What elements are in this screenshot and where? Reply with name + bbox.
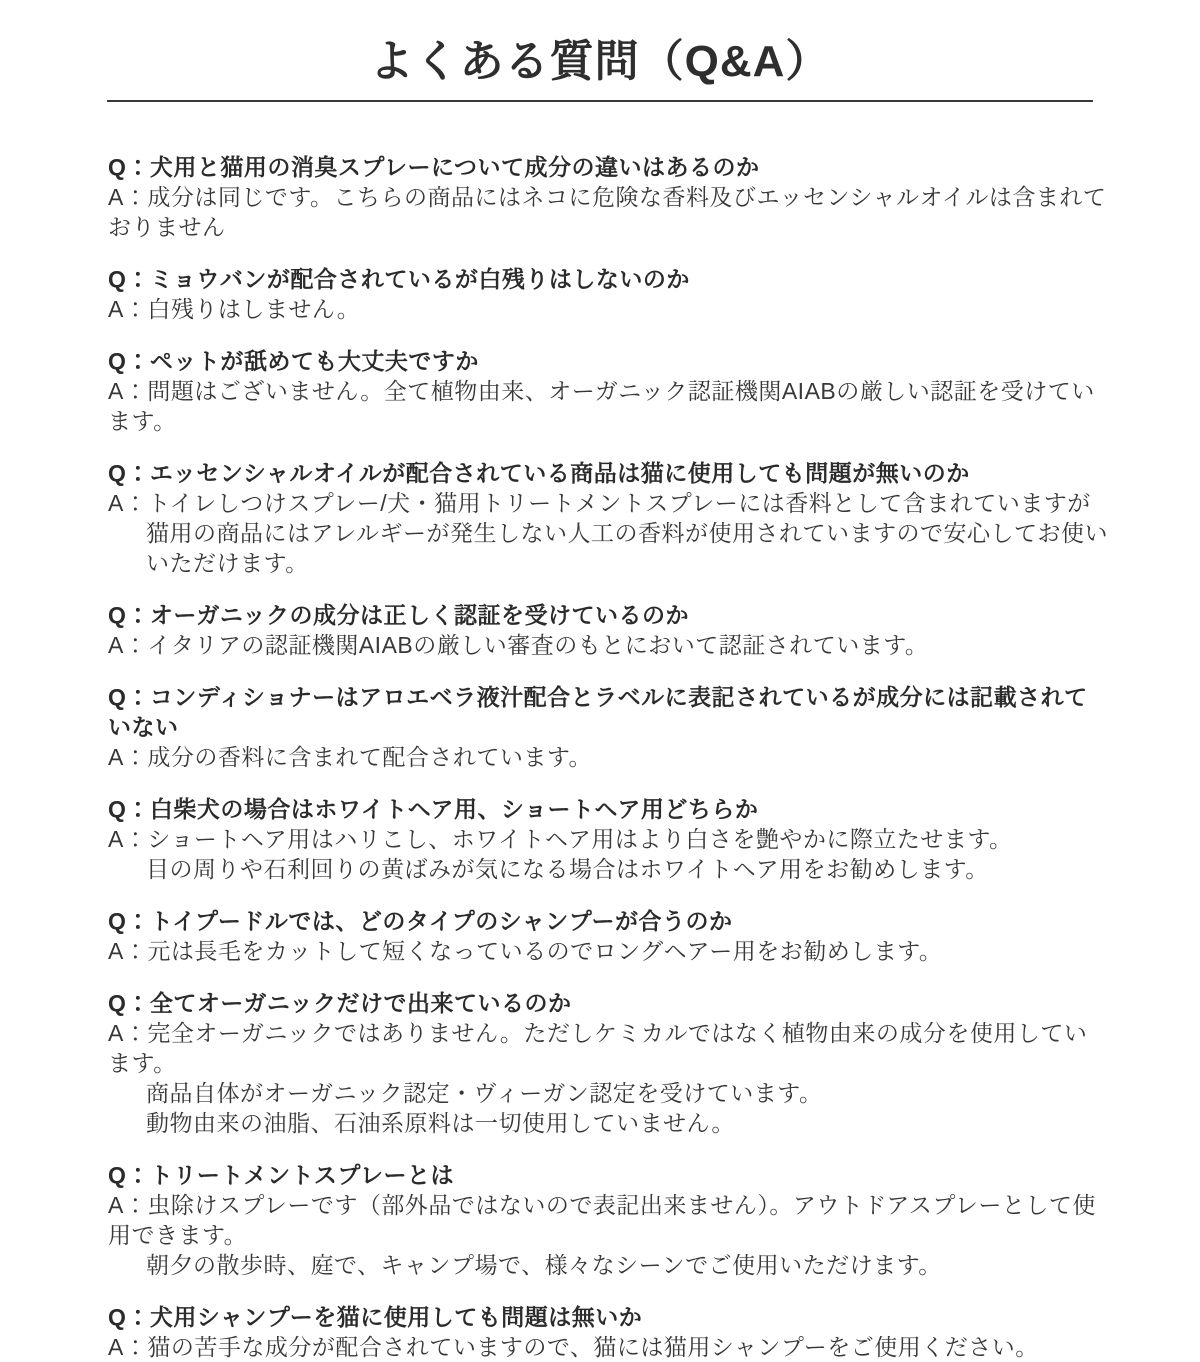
faq-item: [108, 1302, 1110, 1362]
answer-line: A：トイレしつけスプレー/犬・猫用トリートメントスプレーには香料として含まれていますが: [108, 490, 1091, 516]
faq-question: [108, 906, 1110, 936]
faq-question: [108, 794, 1110, 824]
answer-prefix: A：: [108, 1020, 148, 1046]
answer-line: A：成分は同じです。こちらの商品にはネコに危険な香料及びエッセンシャルオイルは含まれておりません: [108, 184, 1107, 240]
faq-item: [108, 794, 1110, 884]
faq-question: [108, 346, 1110, 376]
question-prefix: Q：: [108, 602, 150, 628]
answer-line: A：成分の香料に含まれて配合されています。: [108, 744, 593, 770]
question-text: コンディショナーはアロエベラ液汁配合とラベルに表記されているが成分には記載されていない: [108, 684, 1088, 740]
question-prefix: Q：: [108, 908, 150, 934]
question-text: 白柴犬の場合はホワイトヘア用、ショートヘア用どちらか: [149, 796, 759, 822]
question-prefix: Q：: [108, 460, 150, 486]
faq-item: [108, 1160, 1110, 1280]
faq-item: [108, 906, 1110, 966]
faq-answer: [108, 488, 1110, 578]
faq-question: [108, 152, 1110, 182]
faq-question: [108, 682, 1110, 742]
faq-question: [108, 988, 1110, 1018]
question-text: 犬用シャンプーを猫に使用しても問題は無いか: [149, 1304, 643, 1330]
answer-prefix: A：: [108, 490, 148, 516]
question-text: ミョウバンが配合されているが白残りはしないのか: [149, 266, 690, 292]
answer-prefix: A：: [108, 1334, 148, 1360]
question-text: トリートメントスプレーとは: [149, 1162, 455, 1188]
faq-answer: [108, 824, 1110, 884]
faq-item: [108, 988, 1110, 1138]
answer-prefix: A：: [108, 826, 148, 852]
answer-line: A：元は長毛をカットして短くなっているのでロングヘアー用をお勧めします。: [108, 938, 943, 964]
question-prefix: Q：: [108, 1162, 150, 1188]
question-prefix: Q：: [108, 266, 150, 292]
faq-item: [108, 152, 1110, 242]
answer-prefix: A：: [108, 1192, 148, 1218]
faq-question: [108, 1160, 1110, 1190]
answer-line: A：ショートヘア用はハリこし、ホワイトヘア用はより白さを艶やかに際立たせます。: [108, 826, 1013, 852]
answer-prefix: A：: [108, 296, 148, 322]
question-text: 全てオーガニックだけで出来ているのか: [149, 990, 572, 1016]
faq-item: [108, 264, 1110, 324]
title-divider: [107, 100, 1093, 102]
answer-line-continued: 猫用の商品にはアレルギーが発生しない人工の香料が使用されていますので安心してお使いいただけます。: [146, 520, 1109, 576]
faq-question: [108, 458, 1110, 488]
answer-line: A：猫の苦手な成分が配合されていますので、猫には猫用シャンプーをご使用ください。: [108, 1334, 1039, 1360]
faq-list: [108, 152, 1110, 1362]
answer-prefix: A：: [108, 744, 148, 770]
answer-line-continued: 動物由来の油脂、石油系原料は一切使用していません。: [146, 1110, 735, 1136]
answer-line: A：イタリアの認証機関AIABの厳しい審査のもとにおいて認証されています。: [108, 632, 929, 658]
page-title: よくある質問（Q&A）: [369, 37, 831, 86]
faq-answer: [108, 294, 1110, 324]
question-text: ペットが舐めても大丈夫ですか: [149, 348, 479, 374]
question-prefix: Q：: [108, 348, 150, 374]
faq-answer: [108, 182, 1110, 242]
faq-item: [108, 346, 1110, 436]
answer-prefix: A：: [108, 938, 148, 964]
answer-line: A：虫除けスプレーです（部外品ではないので表記出来ません）。アウトドアスプレーとして使用できます。: [108, 1192, 1096, 1248]
answer-line-continued: 商品自体がオーガニック認定・ヴィーガン認定を受けています。: [146, 1080, 823, 1106]
question-prefix: Q：: [108, 796, 150, 822]
faq-answer: [108, 1332, 1110, 1362]
answer-line: A：完全オーガニックではありません。ただしケミカルではなく植物由来の成分を使用しています。: [108, 1020, 1088, 1076]
faq-page: [0, 36, 1200, 1360]
answer-line-continued: 朝夕の散歩時、庭で、キャンプ場で、様々なシーンでご使用いただけます。: [146, 1252, 942, 1278]
answer-prefix: A：: [108, 378, 148, 404]
question-prefix: Q：: [108, 1304, 150, 1330]
faq-answer: [108, 376, 1110, 436]
question-prefix: Q：: [108, 684, 150, 710]
faq-item: [108, 682, 1110, 772]
answer-line: A：白残りはしません。: [108, 296, 361, 322]
question-text: エッセンシャルオイルが配合されている商品は猫に使用しても問題が無いのか: [149, 460, 970, 486]
question-prefix: Q：: [108, 990, 150, 1016]
faq-answer: [108, 742, 1110, 772]
question-prefix: Q：: [108, 154, 150, 180]
faq-answer: [108, 936, 1110, 966]
answer-prefix: A：: [108, 632, 148, 658]
question-text: トイプードルでは、どのタイプのシャンプーが合うのか: [149, 908, 733, 934]
faq-question: [108, 264, 1110, 294]
faq-answer: [108, 630, 1110, 660]
faq-question: [108, 600, 1110, 630]
answer-prefix: A：: [108, 184, 148, 210]
faq-question: [108, 1302, 1110, 1332]
answer-line-continued: 目の周りや石利回りの黄ばみが気になる場合はホワイトヘア用をお勧めします。: [146, 856, 989, 882]
faq-answer: [108, 1018, 1110, 1138]
question-text: オーガニックの成分は正しく認証を受けているのか: [149, 602, 690, 628]
answer-line: A：問題はございません。全て植物由来、オーガニック認証機関AIABの厳しい認証を受けています。: [108, 378, 1095, 434]
question-text: 犬用と猫用の消臭スプレーについて成分の違いはあるのか: [149, 154, 760, 180]
faq-answer: [108, 1190, 1110, 1280]
faq-item: [108, 600, 1110, 660]
faq-item: [108, 458, 1110, 578]
